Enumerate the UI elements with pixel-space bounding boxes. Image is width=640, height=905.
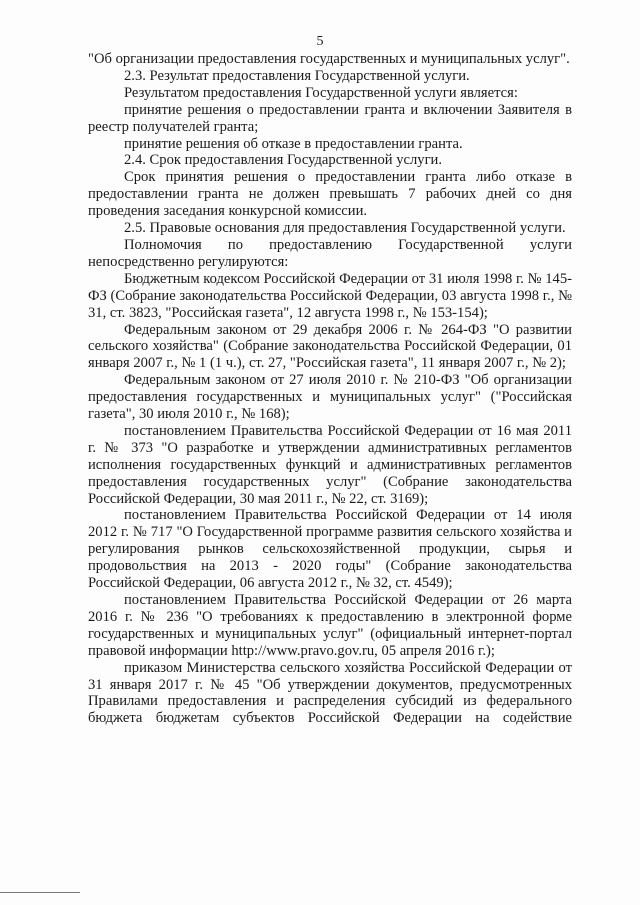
section-2-5-heading: 2.5. Правовые основания для предоставления Государственной услуги. xyxy=(124,220,566,237)
paragraph-budget-code: Бюджетным кодексом Российской Федерации от 31 июля 1998 г. № 145-ФЗ (Собрание законодательства Российской Федерации, 03 августа 1998 г., № 31, ст. 3823, "Российская газета", 12 августа 1998 г., № 153-154); xyxy=(88,270,572,321)
document-body xyxy=(88,51,572,727)
paragraph-decree-236: постановлением Правительства Российской Федерации от 26 марта 2016 г. № 236 "О требованиях к предоставлению в электронной форме государственных и муниципальных услуг" (официальный интернет-портал правовой информации http://www.pravo.gov.ru, 05 апреля 2016 г.); xyxy=(88,592,572,659)
section-2-4-heading: 2.4. Срок предоставления Государственной услуги. xyxy=(124,152,443,169)
paragraph-decree-717: постановлением Правительства Российской Федерации от 14 июля 2012 г. № 717 "О Государственной программе развития сельского хозяйства и регулирования рынков сельскохозяйственной продукции, сырья и продовольствия на 2013 - 2020 годы" (Собрание законодательства Российской Федерации, 06 августа 2012 г., № 32, ст. 4549); xyxy=(88,507,572,592)
paragraph-order-45: приказом Министерства сельского хозяйства Российской Федерации от 31 января 2017 г. № 45 "Об утверждении документов, предусмотренных Правилами предоставления и распределения субсидий из федерального бюджета бюджетам субъектов Российской Федерации на содействие xyxy=(88,659,572,727)
paragraph-authority-intro: Полномочия по предоставлению Государственной услуги непосредственно регулируются: xyxy=(88,236,572,270)
paragraph-decree-373: постановлением Правительства Российской Федерации от 16 мая 2011 г. № 373 "О разработке и утверждении административных регламентов исполнения государственных функций и административных регламентов предоставления государственных услуг" (Собрание законодательства Российской Федерации, 30 мая 2011 г., № 22, ст. 3169); xyxy=(88,422,572,507)
paragraph-result-refusal: принятие решения об отказе в предоставлении гранта. xyxy=(124,135,463,152)
paragraph-deadline: Срок принятия решения о предоставлении гранта либо отказе в предоставлении гранта не должен превышать 7 рабочих дней со дня проведения заседания конкурсной комиссии. xyxy=(88,169,572,220)
paragraph-result-grant: принятие решения о предоставлении гранта и включении Заявителя в реестр получателей гранта; xyxy=(88,101,572,135)
section-2-3-heading: 2.3. Результат предоставления Государственной услуги. xyxy=(124,67,470,84)
footer-divider xyxy=(0,892,80,893)
paragraph-result-intro: Результатом предоставления Государственной услуги является: xyxy=(124,84,518,101)
paragraph-law-210fz: Федеральным законом от 27 июля 2010 г. № 210-ФЗ "Об организации предоставления государственных и муниципальных услуг" ("Российская газета", 30 июля 2010 г., № 168); xyxy=(88,372,572,423)
page-number: 5 xyxy=(316,34,324,49)
paragraph-law-title-continuation: "Об организации предоставления государственных и муниципальных услуг". xyxy=(88,51,570,67)
paragraph-law-264fz: Федеральным законом от 29 декабря 2006 г. № 264-ФЗ "О развитии сельского хозяйства" (Собрание законодательства Российской Федерации, 01 января 2007 г., № 1 (1 ч.), ст. 27, "Российская газета", 11 января 2007 г., № 2); xyxy=(88,321,572,372)
